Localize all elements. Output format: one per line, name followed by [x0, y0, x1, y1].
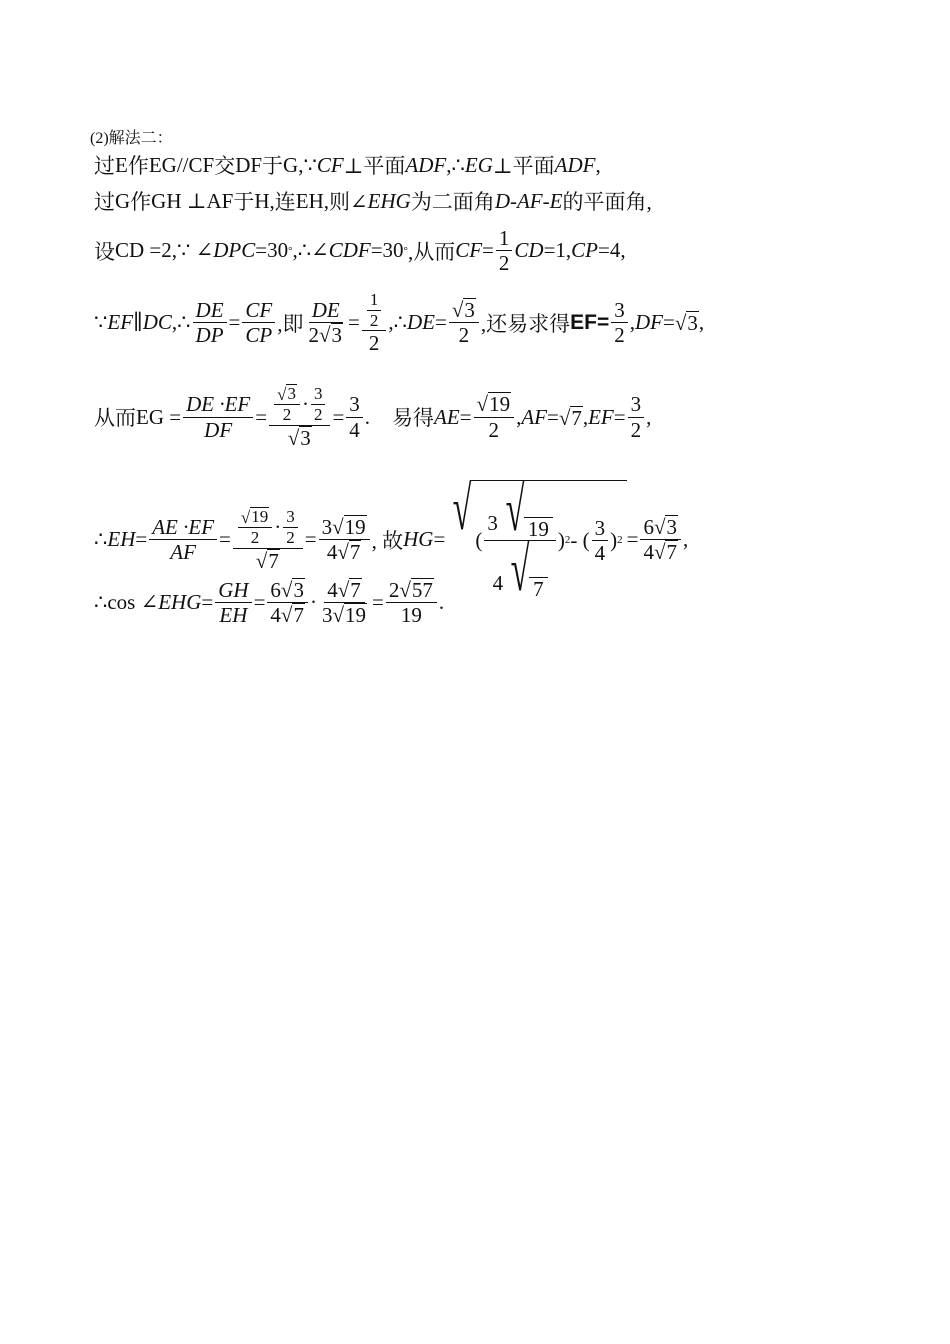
square-root: √ ( 3 √ 19 4 √ 7 ) 2 - ( $\frac{3}{4}$ ) 2 — [445, 480, 626, 600]
text: EH, — [295, 188, 330, 213]
text: =4, — [598, 238, 626, 263]
square-root: √ 3 — [287, 425, 311, 450]
square-root: √ 57 — [399, 578, 433, 603]
radicand: 7 — [350, 578, 361, 602]
radicand: 7 — [293, 603, 304, 628]
square-root: √ 7 — [503, 541, 548, 600]
math-var: AF — [516, 188, 543, 213]
coefficient: 2 — [308, 323, 319, 348]
denominator: 2 — [250, 528, 260, 548]
math-var: D — [494, 188, 510, 213]
denominator: 4 — [349, 417, 360, 442]
text: = — [371, 590, 384, 615]
math-var: E — [549, 188, 563, 213]
line-1 — [94, 150, 601, 180]
text: ∴cos ∠ — [94, 590, 159, 615]
text: 过 — [94, 190, 115, 214]
denominator — [285, 426, 315, 450]
text: ,从而 — [407, 239, 456, 264]
fraction — [484, 476, 556, 604]
numerator: 1 — [496, 226, 513, 251]
fraction — [305, 298, 346, 347]
text: = — [219, 527, 231, 552]
coefficient: 6 — [643, 515, 654, 540]
math-var: EHG — [158, 590, 202, 615]
text: = — [459, 404, 472, 429]
radicand: 19 — [524, 517, 553, 540]
radicand: 3 — [331, 323, 343, 348]
denominator — [490, 535, 551, 604]
line-2 — [94, 186, 652, 216]
square-root: √ 7 — [558, 405, 582, 430]
numerator: CF — [242, 298, 275, 323]
square-root: √ 7 — [337, 578, 361, 603]
denominator: CP — [245, 323, 273, 348]
denominator: DF — [204, 417, 233, 442]
fraction — [233, 507, 303, 573]
fraction — [149, 515, 217, 564]
numerator: 1 — [367, 290, 382, 311]
denominator: AF — [170, 540, 196, 565]
text: 作 — [130, 190, 152, 214]
text: 设 — [94, 239, 115, 264]
text: G — [115, 188, 131, 213]
coefficient: 3 — [321, 603, 333, 628]
radicand: 7 — [666, 540, 677, 565]
numerator: 3 — [346, 392, 363, 417]
radicand: 3 — [300, 425, 311, 450]
dot: · — [309, 590, 317, 615]
numerator: AE ·EF — [149, 515, 217, 540]
text: ∥ — [133, 310, 143, 335]
math-var: EHG — [367, 188, 411, 213]
numerator — [269, 384, 330, 426]
denominator: 2 — [286, 527, 295, 547]
paren: ) — [610, 527, 618, 552]
fraction — [362, 290, 387, 355]
square-root: √ 7 — [653, 540, 677, 565]
fraction — [474, 392, 515, 441]
coefficient: 4 — [326, 540, 338, 565]
fraction — [269, 384, 330, 450]
denominator: 2 — [313, 404, 323, 424]
math-var: DE — [406, 310, 435, 335]
text: 连 — [274, 190, 296, 214]
denominator: 2 — [630, 417, 642, 442]
denominator: 2 — [498, 251, 510, 276]
text: 交 — [214, 154, 236, 178]
text: = — [253, 590, 266, 615]
text: G,∵ — [283, 152, 317, 177]
numerator: 3 — [311, 384, 326, 405]
numerator — [319, 515, 370, 540]
fraction — [283, 507, 298, 547]
numerator — [640, 515, 681, 540]
fraction — [496, 226, 513, 275]
text: ⊥平面 — [343, 154, 406, 178]
square-root: √ 19 — [476, 392, 511, 417]
square-root: √ 7 — [337, 540, 361, 565]
text: ,∴ — [388, 310, 407, 335]
fraction — [367, 290, 382, 330]
coefficient: 6 — [270, 578, 281, 603]
fraction — [311, 384, 326, 424]
numerator — [267, 578, 308, 603]
text: DF — [235, 152, 263, 177]
text: , — [629, 310, 635, 335]
text: 于 — [233, 190, 255, 214]
math-var: DPC — [213, 238, 256, 263]
math-var: EF — [107, 310, 134, 335]
text: . — [364, 404, 371, 429]
radicand: 7 — [571, 405, 582, 430]
coefficient: 4 — [643, 540, 654, 565]
numerator — [274, 384, 300, 405]
square-root: √ 7 — [255, 548, 279, 573]
coefficient: 2 — [388, 578, 400, 603]
text: 的平面角, — [562, 190, 652, 214]
numerator: GH — [215, 578, 251, 603]
square-root: √ 19 — [498, 481, 553, 540]
coefficient: 3 — [321, 515, 333, 540]
numerator — [324, 578, 365, 603]
degree-sign: ° — [403, 244, 408, 257]
text: = — [546, 404, 559, 429]
numerator — [449, 298, 479, 323]
text: 则∠ — [329, 190, 368, 214]
fraction — [592, 516, 609, 565]
text: 于 — [262, 154, 284, 178]
text: 过 — [94, 154, 115, 178]
text: = — [304, 527, 317, 552]
text: 易得 — [392, 406, 435, 431]
text: = — [332, 404, 345, 429]
radicand: 7 — [349, 540, 361, 565]
numerator — [474, 392, 515, 417]
fraction — [215, 578, 251, 627]
numerator: DE — [193, 298, 227, 323]
fraction — [319, 515, 370, 564]
square-root: √ 3 — [653, 515, 677, 540]
text: = — [433, 527, 446, 552]
dot: · — [274, 515, 282, 540]
numerator: 3 — [283, 507, 298, 528]
fraction — [193, 298, 227, 347]
text: CD =2,∵ ∠ — [115, 238, 214, 263]
denominator: 2 — [368, 331, 380, 356]
text: =30 — [255, 238, 289, 263]
fraction — [640, 515, 681, 564]
math-var: CF — [455, 238, 483, 263]
square-root: √ 19 — [332, 515, 366, 540]
square-root: √ 3 — [674, 311, 698, 336]
numerator — [238, 507, 272, 528]
text: EG//CF — [148, 152, 215, 177]
text: , — [646, 404, 652, 429]
text: - — [509, 188, 517, 213]
math-var: ADF — [405, 152, 447, 177]
math-var: HG — [403, 527, 434, 552]
square-root: √ 19 — [240, 506, 269, 527]
text: , 故 — [371, 528, 404, 553]
text: ⊥平面 — [492, 154, 555, 178]
text: 为二面角 — [410, 190, 495, 214]
denominator — [305, 323, 346, 347]
math-var: CDF — [328, 238, 371, 263]
fraction — [242, 298, 275, 347]
text: = — [482, 238, 494, 263]
math-var: AF — [521, 404, 547, 429]
fraction — [274, 384, 300, 425]
degree-sign: ° — [288, 244, 293, 257]
denominator: 4 — [594, 540, 606, 565]
denominator: 2 — [369, 310, 379, 330]
numerator: 3 — [592, 516, 609, 541]
denominator: 2 — [488, 417, 500, 442]
coefficient: 3 — [487, 511, 498, 535]
line-7 — [94, 578, 444, 627]
text: 作 — [127, 154, 149, 178]
numerator: DE — [309, 298, 343, 323]
text: = — [228, 310, 241, 335]
radicand: 3 — [293, 578, 304, 602]
denominator: 2 — [458, 323, 470, 348]
denominator: 19 — [400, 603, 422, 628]
denominator: 2 — [614, 323, 625, 348]
text: - — [542, 188, 550, 213]
text: ,还易求得 — [480, 311, 571, 336]
text: , — [682, 527, 689, 552]
text: ,∴ — [171, 310, 191, 335]
radicand: 3 — [666, 515, 677, 540]
denominator — [267, 603, 308, 627]
math-var: ADF — [554, 152, 596, 177]
text: = — [135, 527, 148, 552]
denominator: 2 — [282, 405, 292, 425]
denominator — [319, 603, 370, 627]
numerator: DE ·EF — [183, 392, 253, 417]
radicand — [471, 476, 626, 604]
coefficient: 4 — [327, 578, 338, 603]
math-var: CD — [514, 238, 544, 263]
paren: ) — [557, 527, 565, 552]
text: = — [662, 310, 675, 335]
fraction — [611, 298, 628, 347]
fraction — [267, 578, 308, 627]
solution-heading: (2)解法二： — [90, 130, 173, 147]
radicand: 19 — [489, 392, 511, 417]
text: H, — [254, 188, 275, 213]
exponent: 2 — [564, 534, 571, 547]
math-var: EF — [588, 404, 614, 429]
text: = — [626, 527, 639, 552]
fraction — [449, 298, 479, 347]
line-3 — [94, 226, 626, 275]
text: E — [115, 152, 128, 177]
text: = — [255, 404, 268, 429]
denominator — [640, 540, 681, 564]
numerator — [484, 476, 556, 544]
square-root: √ 3 — [277, 384, 296, 404]
radicand: 19 — [344, 515, 366, 540]
math-var: EG — [464, 152, 493, 177]
coefficient: 4 — [270, 603, 281, 628]
text: , — [698, 310, 705, 335]
denominator: DP — [195, 323, 224, 348]
radicand: 3 — [687, 311, 698, 336]
numerator: 3 — [611, 298, 628, 323]
numerator — [233, 507, 303, 549]
denominator: EH — [219, 603, 248, 628]
fraction — [183, 392, 253, 441]
radicand: 7 — [268, 548, 279, 573]
text: EF= — [570, 310, 610, 334]
math-var: CF — [316, 152, 344, 177]
square-root: √ 3 — [280, 578, 304, 603]
square-root: √ 3 — [318, 323, 343, 348]
math-var: CP — [571, 238, 599, 263]
fraction — [628, 392, 645, 441]
denominator — [253, 549, 283, 573]
paren: ( — [475, 527, 483, 552]
math-var: DF — [634, 310, 663, 335]
fraction — [238, 507, 272, 548]
math-var: EH — [107, 527, 136, 552]
text: , — [582, 404, 589, 429]
fraction — [346, 392, 363, 441]
text: 从而 — [94, 406, 136, 431]
square-root: √ 7 — [280, 603, 304, 628]
radicand: 57 — [411, 578, 433, 603]
fraction — [319, 578, 370, 627]
square-root: √ 3 — [451, 297, 475, 322]
line-4 — [94, 290, 704, 355]
numerator — [362, 290, 387, 331]
line-5 — [94, 384, 651, 450]
denominator — [324, 540, 365, 564]
text: ∴ — [94, 527, 108, 552]
radicand: 7 — [529, 577, 548, 600]
text: , — [595, 152, 601, 177]
radicand: 19 — [344, 603, 366, 628]
text: ∵ — [94, 310, 108, 335]
text: . — [438, 590, 445, 615]
text: , — [516, 404, 522, 429]
text: ,∴ — [446, 152, 465, 177]
text: - ( — [570, 527, 590, 552]
radicand: 3 — [464, 297, 475, 322]
text: GH ⊥AF — [151, 188, 234, 213]
square-root: √ 19 — [332, 603, 366, 628]
numerator — [386, 578, 437, 603]
text: =30 — [370, 238, 404, 263]
text: ,∴∠ — [292, 238, 329, 263]
numerator: 3 — [628, 392, 645, 417]
math-var: DC — [142, 310, 172, 335]
text: = — [201, 590, 214, 615]
text: = — [348, 310, 360, 335]
radicand: 3 — [287, 384, 296, 403]
text: = — [613, 404, 626, 429]
exponent: 2 — [617, 534, 623, 547]
coefficient: 4 — [492, 570, 504, 595]
text: ,即 — [277, 311, 304, 336]
text: =1, — [543, 238, 572, 263]
text: = — [434, 310, 447, 335]
radicand: 19 — [251, 506, 269, 526]
dot: · — [301, 392, 309, 417]
math-var: AE — [434, 404, 460, 429]
text: EG = — [136, 404, 182, 429]
fraction — [386, 578, 437, 627]
